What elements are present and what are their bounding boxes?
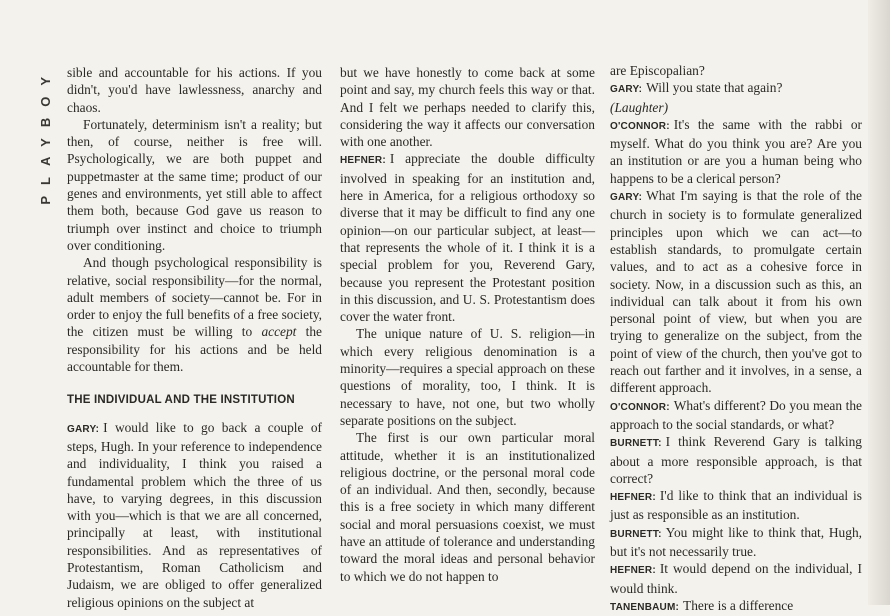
paragraph-text: the responsibility for his actions and be held accountable for them. <box>67 324 322 375</box>
speaker-label: GARY: <box>610 192 643 204</box>
paragraph: Fortunately, determinism isn't a reality; but then, of course, neither is free will. Psychologically, we are both puppet and puppetmaster at the same time; product of our genes and environments, yet still able to affect them both, because God gave us reason to triumph over instinct and choice to triumph over conditioning. <box>67 116 322 253</box>
speaker-label: HEFNER: <box>340 155 386 167</box>
dialogue-paragraph <box>610 433 862 487</box>
dialogue-paragraph <box>610 597 862 616</box>
speaker-label: BURNETT: <box>610 438 662 450</box>
section-heading: THE INDIVIDUAL AND THE INSTITUTION <box>67 394 295 407</box>
dialogue-paragraph <box>610 560 862 597</box>
dialogue-paragraph <box>610 524 862 561</box>
speaker-label: HEFNER: <box>610 492 656 504</box>
dialogue-text: I would like to go back a couple of steps, Hugh. In your reference to independence and individuality, I think you raised a fundamental problem which the three of us have, to varying degrees, in this discussion with you—which is that we are all concerned, principally at least, with institutional responsibilities. And as representatives of Protestantism, Roman Catholicism and Judaism, we are obliged to offer generalized religious opinions on the subject at <box>67 419 322 610</box>
paragraph: but we have honestly to come back at some point and say, my church feels this way or that. And I felt we perhaps needed to clarify this, considering the way it affects our conversation with one another. <box>340 65 595 150</box>
page-edge-shadow <box>868 0 890 605</box>
dialogue-text: I think Reverend Gary is talking about a more responsible approach, is that correct? <box>610 434 862 486</box>
column-2 <box>340 64 595 585</box>
paragraph: The unique nature of U. S. religion—in which every religious denomination is a minority—requires a special approach on these questions of morality, too, I think. It is necessary to have, not one, but two wholly separate positions on the subject. <box>340 326 595 428</box>
dialogue-text: You might like to think that, Hugh, but it's not necessarily true. <box>610 524 862 560</box>
dialogue-paragraph <box>610 397 862 434</box>
speaker-label: O'CONNOR: <box>610 401 670 413</box>
speaker-label: BURNETT: <box>610 528 662 540</box>
dialogue-paragraph <box>610 487 862 524</box>
speaker-label: O'CONNOR: <box>610 120 670 132</box>
dialogue-paragraph <box>610 187 862 397</box>
dialogue-text: It would depend on the individual, I would think. <box>610 561 862 596</box>
speaker-label: HEFNER: <box>610 565 656 577</box>
dialogue-text: Will you state that again? <box>646 80 783 96</box>
column-1 <box>67 64 322 611</box>
running-head: PLAYBOY <box>38 66 53 205</box>
dialogue-text: It's the same with the rabbi or myself. What do you think you are? Are you an institution or are you a human being who happens to be a clerical person? <box>610 116 862 186</box>
paragraph <box>610 99 862 116</box>
stage-direction: (Laughter) <box>610 99 669 115</box>
dialogue-paragraph <box>67 419 322 611</box>
paragraph-text: And though psychological responsibility is relative, social responsibility—for the normal, adult members of society—cannot be. For in order to enjoy the full benefits of a free society, the citizen must be willing to <box>67 255 322 340</box>
emphasis-text: accept <box>261 324 297 340</box>
dialogue-text: What I'm saying is that the role of the church in society is to formulate generalized principles upon which we can act—to establish standards, to promulgate certain values, and to act as a cohesive force in society. Now, in a discussion such as this, an individual can talk about it from his own personal point of view, but when you are trying to generalize on the subject, from the point of view of the church, then you've got to reach out farther and it involves, in a sense, a different approach. <box>610 188 862 396</box>
dialogue-text: I'd like to think that an individual is just as responsible as an institution. <box>610 488 862 523</box>
dialogue-paragraph <box>610 79 862 98</box>
dialogue-paragraph <box>610 116 862 187</box>
paragraph: are Episcopalian? <box>610 63 705 78</box>
paragraph <box>67 254 322 375</box>
speaker-label: TANENBAUM: <box>610 601 680 613</box>
paragraph: The first is our own particular moral attitude, whether it is an institutionalized religious doctrine, or the personal moral code of an individual. And then, secondly, because this is a free society in which many different social and moral persuasions coexist, we must have an attitude of tolerance and understanding toward the moral ideas and personal behavior to which we do not happen to <box>340 430 595 584</box>
dialogue-text: There is a difference <box>683 597 794 613</box>
paragraph: sible and accountable for his actions. If you didn't, you'd have lawlessness, anarchy and chaos. <box>67 65 322 115</box>
dialogue-paragraph <box>340 150 595 325</box>
dialogue-text: What's different? Do you mean the approach to the social standards, or what? <box>610 397 862 432</box>
dialogue-text: I appreciate the double difficulty involved in speaking for an institution and, here in America, for a religious orthodoxy so diverse that it may be difficult to find any one opinion—on our particular subject, at least—that represents the whole of it. I think it is a special problem for you, Reverend Gary, because you represent the Protestant position in this discussion, and U. S. Protestantism does cover the water front. <box>340 151 595 325</box>
column-3 <box>610 62 862 616</box>
speaker-label: GARY: <box>610 84 643 96</box>
speaker-label: GARY: <box>67 423 100 435</box>
